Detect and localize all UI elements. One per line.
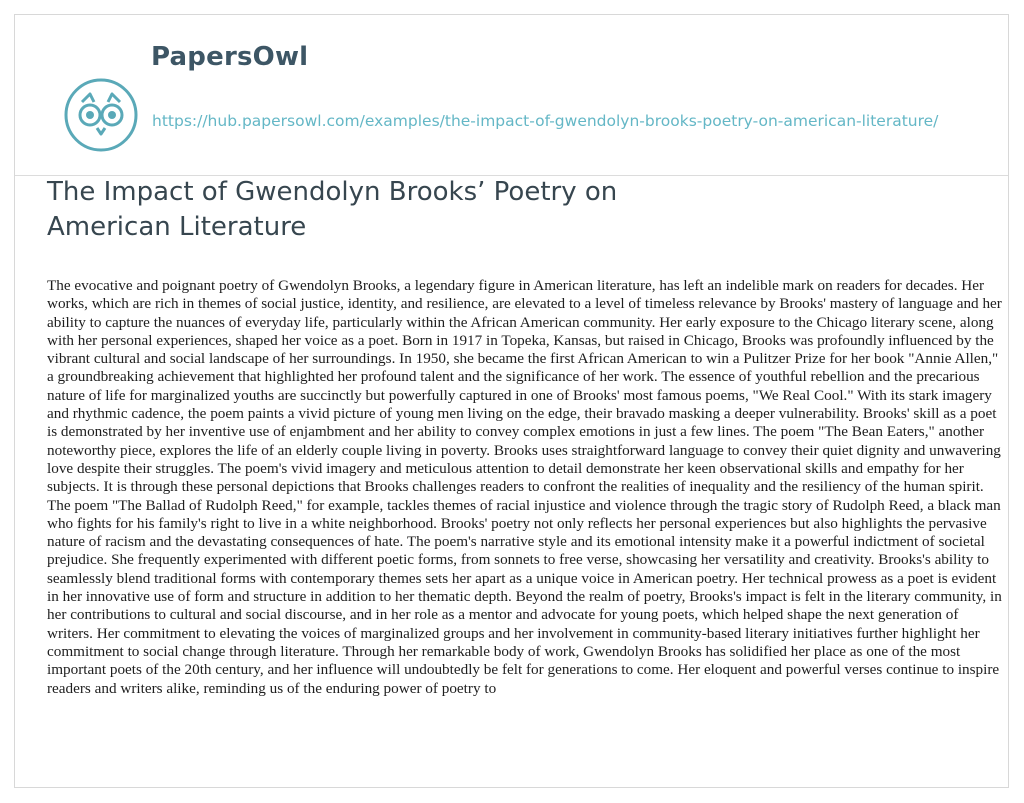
brand-name[interactable]: PapersOwl [151, 42, 309, 72]
article-title: The Impact of Gwendolyn Brooks’ Poetry on American Literature [47, 177, 618, 242]
owl-logo-icon [64, 78, 138, 152]
article-body: The evocative and poignant poetry of Gwendolyn Brooks, a legendary figure in American literature, has left an indelible mark on readers for decades. Her works, which are rich in themes of social justice, identity, and resilience, are elevated to a level of timeless relevance by Brooks' mastery of language and her ability to capture the nuances of everyday life, particularly within the African American community. Her early exposure to the Chicago literary scene, along with her personal experiences, shaped her voice as a poet. Born in 1917 in Topeka, Kansas, but raised in Chicago, Brooks was profoundly influenced by the vibrant cultural and social landscape of her surroundings. In 1950, she became the first African American to win a Pulitzer Prize for her book "Annie Allen," a groundbreaking achievement that highlighted her profound talent and the significance of her work. The essence of youthful rebellion and the precarious nature of life for marginalized youths are succinctly but powerfully captured in one of Brooks' most famous poems, "We Real Cool." With its stark imagery and rhythmic cadence, the poem paints a vivid picture of young men living on the edge, their bravado masking a deeper vulnerability. Brooks' skill as a poet is demonstrated by her inventive use of enjambment and her ability to convey complex emotions in just a few lines. The poem "The Bean Eaters," another noteworthy piece, explores the life of an elderly couple living in poverty. Brooks uses straightforward language to convey their quiet dignity and unwavering love despite their struggles. The poem's vivid imagery and meticulous attention to detail demonstrate her keen observational skills and empathy for her subjects. It is through these personal depictions that Brooks challenges readers to confront the realities of inequality and the resiliency of the human spirit. The poem "The Ballad of Rudolph Reed," for example, tackles themes of racial injustice and violence through the tragic story of Rudolph Reed, a black man who fights for his family's right to live in a white neighborhood. Brooks' poetry not only reflects her personal experiences but also highlights the pervasive nature of racism and the devastating consequences of hate. The poem's narrative style and its emotional intensity make it a powerful indictment of societal prejudice. She frequently experimented with different poetic forms, from sonnets to free verse, showcasing her versatility and creativity. Brooks's ability to seamlessly blend traditional forms with contemporary themes sets her apart as a unique voice in American poetry. Her technical prowess as a poet is evident in her innovative use of form and structure in addition to her thematic depth. Beyond the realm of poetry, Brooks's impact is felt in the literary community, in her contributions to cultural and social discourse, and in her role as a mentor and advocate for young poets, which helped shape the next generation of writers. Her commitment to elevating the voices of marginalized groups and her involvement in community-based literary initiatives further highlight her commitment to social change through literature. Through her remarkable body of work, Gwendolyn Brooks has solidified her place as one of the most important poets of the 20th century, and her influence will undoubtedly be felt for generations to come. Her eloquent and powerful verses continue to inspire readers and writers alike, reminding us of the enduring power of poetry to [47, 277, 1002, 697]
article-url-link[interactable]: https://hub.papersowl.com/examples/the-impact-of-gwendolyn-brooks-poetry-on-american-literature/ [152, 112, 939, 130]
document-frame [14, 14, 1009, 788]
header [15, 15, 1008, 177]
